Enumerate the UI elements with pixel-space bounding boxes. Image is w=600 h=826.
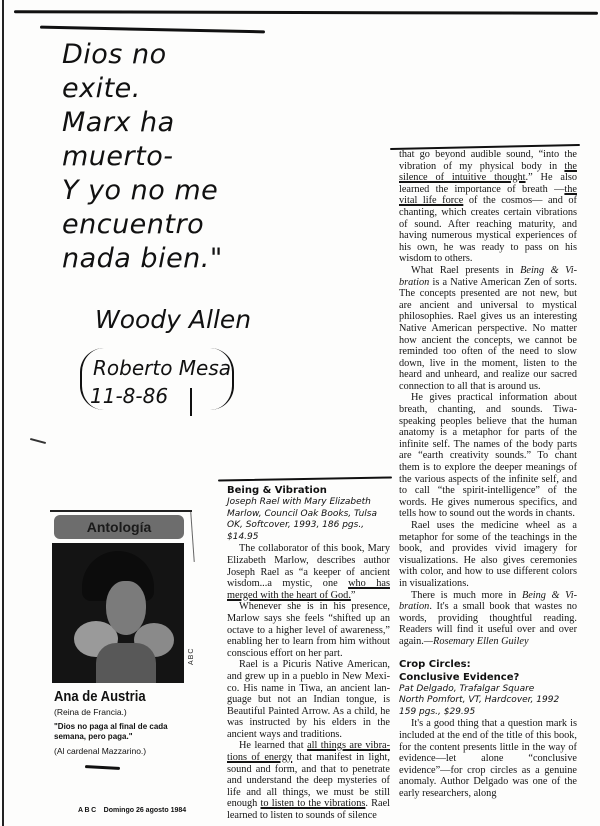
clipping-addressee: (Al cardenal Mazzarino.) xyxy=(54,746,147,756)
handwritten-line: Dios no xyxy=(62,39,167,70)
section-label: Antología xyxy=(54,515,184,539)
review-title xyxy=(399,658,577,684)
handwritten-line: encuentro xyxy=(62,209,205,240)
portrait-body xyxy=(96,643,156,683)
review-column-1 xyxy=(227,484,390,822)
portrait-face xyxy=(106,581,146,635)
text: of the cosmos— and of chanting, which creates certain vibrations of sound. After reaching maturity, and having numerous mystical experiences of his own, he was ready to pass on his wisdom to others. xyxy=(399,195,577,265)
clipping-footer xyxy=(78,807,186,814)
book-title: Being & Vibration xyxy=(399,264,578,288)
review-byline xyxy=(227,497,390,543)
text: . Rael learned to listen to sounds of silence xyxy=(227,798,391,822)
byline-line: North Pomfort, VT, Hardcover, 1992 xyxy=(399,695,560,706)
review-paragraph xyxy=(227,543,390,601)
attribution-date: 11-8-86 xyxy=(90,384,169,408)
newspaper-date: Domingo 26 agosto 1984 xyxy=(103,807,187,814)
handwritten-line: Marx ha xyxy=(62,107,175,138)
note-rule xyxy=(40,26,265,34)
review-title: Being & Vibration xyxy=(227,485,327,496)
photo-credit: ABC xyxy=(188,647,195,665)
byline-line: Joseph Rael with Mary Elizabeth xyxy=(227,497,371,507)
handwritten-line: nada bien." xyxy=(62,243,223,274)
review-paragraph xyxy=(399,590,577,648)
title-line: Crop Circles: xyxy=(399,658,471,670)
underlined-text: all things are vibrations of energy xyxy=(227,740,391,764)
clipping-subtitle: (Reina de Francia.) xyxy=(54,707,127,717)
underlined-text: the silence of intuitive thought xyxy=(399,160,577,184)
handwritten-line: muerto- xyxy=(62,141,174,172)
text: . It's a small book that wastes no words, providing thoughtful reading. Readers will find it useful over and over again. xyxy=(399,601,577,647)
review-paragraph: Rael uses the medicine wheel as a metaphor for some of the teachings in the book, and provides vivid imagery for visualizations. He also gives ceremonies with color, and how to use different colors in visualizations. xyxy=(399,520,577,589)
pen-stroke xyxy=(190,388,192,416)
byline-line: OK, Softcover, 1993, 186 pgs., xyxy=(227,520,365,531)
page-left-border xyxy=(2,0,4,826)
spacer xyxy=(399,648,577,658)
clipping-quote: "Dios no paga al final de cada semana, pero paga." xyxy=(54,722,168,741)
pen-mark xyxy=(30,438,46,444)
text: that go beyond audible sound, “into the vibration of my physical body in xyxy=(399,149,577,172)
clipping-edge xyxy=(190,512,194,562)
review-paragraph xyxy=(399,265,577,393)
column-rule xyxy=(218,476,392,481)
text: The collaborator of this book, Mary Elizabeth Marlow, describes author Joseph Rael as “a keeper of ancient wisdom...a mystic, one xyxy=(227,543,390,590)
clipping-name: Ana de Austria xyxy=(54,689,146,705)
title-line: Conclusive Evidence? xyxy=(399,671,520,683)
pen-mark xyxy=(85,765,120,770)
byline-line: Marlow, Council Oak Books, Tulsa xyxy=(227,508,377,519)
top-rule xyxy=(14,10,598,15)
handwritten-quote xyxy=(62,38,362,276)
review-paragraph: Rael is a Picuris Native American, and grew up in a pueblo in New Mexico. His name in Tiwa, an ancient language but not an Indian tongue, is Beautiful Painted Arrow. As a child, he was instructed by his elders in the ancient ways and traditions. xyxy=(227,659,390,740)
clipping-rule xyxy=(50,510,192,512)
byline-line: $14.95 xyxy=(227,531,259,542)
attribution-name: Roberto Mesa xyxy=(93,356,232,380)
portrait-image xyxy=(52,543,184,683)
review-paragraph xyxy=(399,149,577,265)
byline-line: Pat Delgado, Trafalgar Square xyxy=(399,683,535,694)
review-author: —Rosemary Ellen Guiley xyxy=(423,635,529,647)
byline-line: 159 pgs., $29.95 xyxy=(399,706,476,717)
handwritten-line: Y yo no me xyxy=(62,175,219,206)
text: He learned that xyxy=(239,740,308,752)
text: .” He also learned the importance of breath — xyxy=(399,172,578,195)
handwritten-line: exite. xyxy=(62,73,141,104)
review-column-2 xyxy=(399,149,577,799)
review-paragraph xyxy=(227,740,390,821)
review-paragraph: Whenever she is in his presence, Marlow says she feels “shifted up an octave to a higher level of awareness,” enabling her to learn from him without conscious effort on her part. xyxy=(227,601,390,659)
text: that manifest in light, sound and form, and that to penetrate and understand the deep mysteries of life and all things, we must be still enough xyxy=(227,752,390,810)
review-byline xyxy=(399,684,577,719)
underlined-text: who has merged with the heart of God. xyxy=(227,578,390,601)
book-title: Being & Vibration xyxy=(399,589,577,613)
text: There is much more in xyxy=(411,589,522,601)
text: ” xyxy=(350,589,356,601)
handwritten-signature: Woody Allen xyxy=(95,305,252,334)
review-paragraph: He gives practical information about breath, chanting, and sounds. Tiwa-speaking peoples believe that the human anatomy is a metaphor for parts of the infinite self. The names of the body parts are “earth creativity sounds.” To chant them is to explore the deeper meanings of the various aspects of the infinite self, and to call “the spirit-intelligence” of the words. He gives numerous specifics, and tells how to sound out the words in chants. xyxy=(399,392,577,520)
underlined-text: the vital life force xyxy=(399,183,577,207)
newspaper-brand: ABC xyxy=(78,807,98,814)
review-paragraph: It's a good thing that a question mark is included at the end of the title of this book, for the content presents little in the way of evidence—let alone “conclusive evidence”—for crop circles as a genuine anomaly. Author Delgado was one of the early researchers, along xyxy=(399,718,577,799)
text: What Rael presents in xyxy=(411,264,521,276)
underlined-text: to listen to the vibrations xyxy=(260,798,366,810)
text: is a Native American Zen of sorts. The concepts presented are not new, but are ancient and universal to mystical philosophies. Rael gives us an interesting Native American perspective. No matter how ancient the concepts, we cannot be reminded too often of the need to slow down, live in the moment, listen to the heard and unheard, and realize our sacred connection to all that is around us. xyxy=(399,276,577,392)
